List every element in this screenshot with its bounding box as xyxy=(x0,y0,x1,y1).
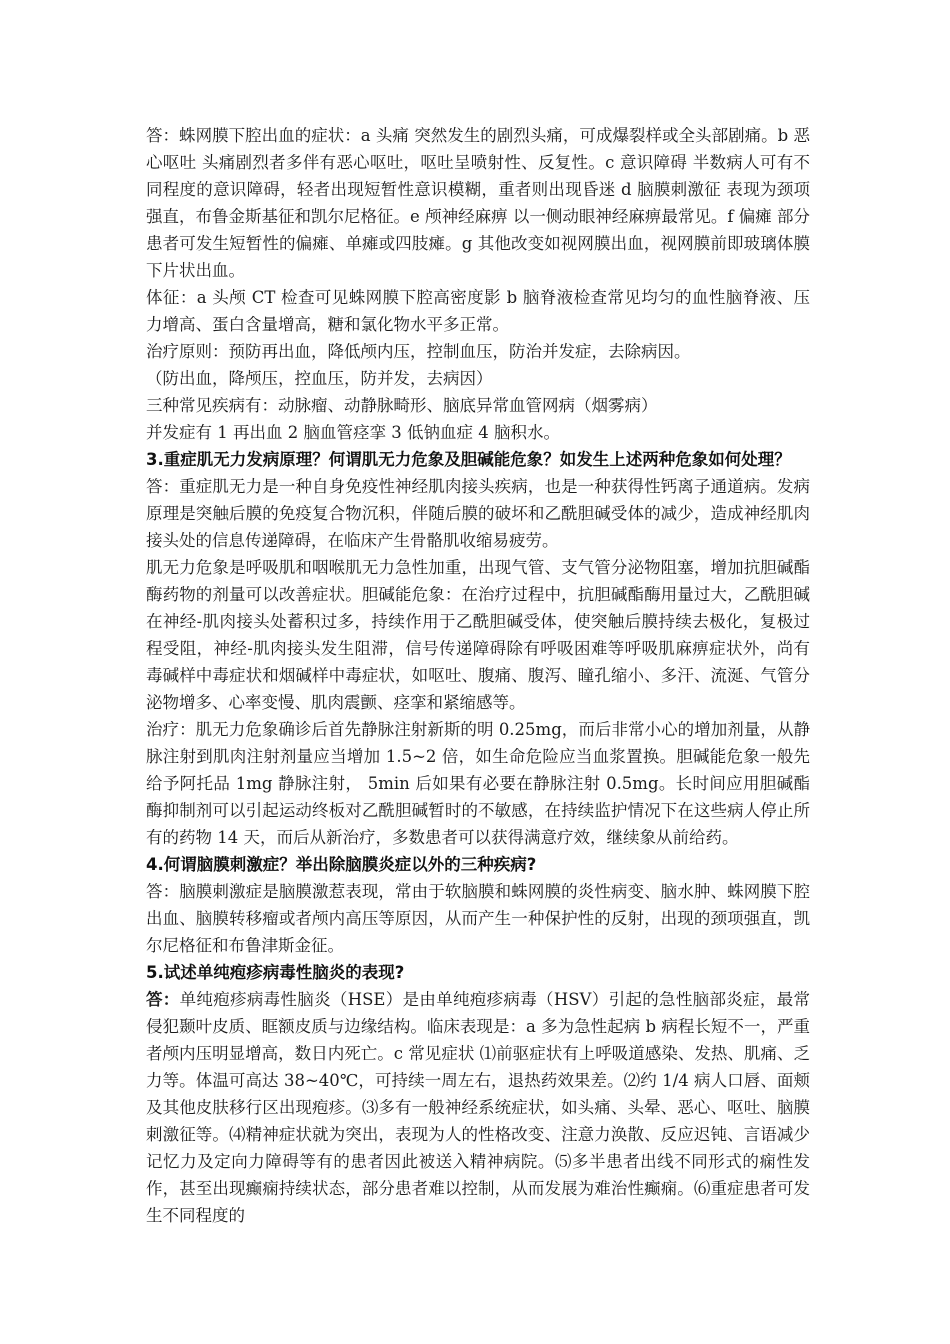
sah-common-diseases: 三种常见疾病有：动脉瘤、动静脉畸形、脑底异常血管网病（烟雾病） xyxy=(146,396,658,415)
meningeal-answer-paragraph: 答：脑膜刺激症是脑膜激惹表现，常由于软脑膜和蛛网膜的炎性病变、脑水肿、蛛网膜下腔出血、脑膜转移瘤或者颅内高压等原因，从而产生一种保护性的反射，出现的颈项强直，凯尔尼格征和布鲁津斯金征。 xyxy=(146,882,810,955)
hse-answer-text: 单纯疱疹病毒性脑炎（HSE）是由单纯疱疹病毒（HSV）引起的急性脑部炎症，最常侵犯颞叶皮质、眶额皮质与边缘结构。临床表现是：a 多为急性起病 b 病程长短不一，严重者颅内压明显增高，数日内死亡。c 常见症状 ⑴前驱症状有上呼吸道感染、发热、肌痛、乏力等。体温可高达 38~40℃，可持续一周左右，退热药效果差。⑵约 1/4 病人口唇、面颊及其他皮肤移行区出现疱疹。⑶多有一般神经系统症状，如头痛、头晕、恶心、呕吐、脑膜刺激征等。⑷精神症状就为突出，表现为人的性格改变、注意力涣散、反应迟钝、言语减少记忆力及定向力障碍等有的患者因此被送入精神病院。⑸多半患者出线不同形式的痫性发作，甚至出现癫痫持续状态，部分患者难以控制，从而发展为难治性癫痫。⑹重症患者可发生不同程度的 xyxy=(146,990,810,1225)
sah-signs-paragraph: 体征：a 头颅 CT 检查可见蛛网膜下腔高密度影 b 脑脊液检查常见均匀的血性脑脊液、压力增高、蛋白含量增高，糖和氯化物水平多正常。 xyxy=(146,288,810,334)
document-page xyxy=(146,122,810,1229)
meningeal-question-heading: 4.何谓脑膜刺激症？举出除脑膜炎症以外的三种疾病? xyxy=(146,855,537,874)
mg-treatment-paragraph: 治疗：肌无力危象确诊后首先静脉注射新斯的明 0.25mg，而后非常小心的增加剂量，从静脉注射到肌肉注射剂量应当增加 1.5~2 倍，如生命危险应当血浆置换。胆碱能危象一般先给予阿托品 1mg 静脉注射， 5min 后如果有必要在静脉注射 0.5mg。长时间应用胆碱酯酶抑制剂可以引起运动终板对乙酰胆碱暂时的不敏感，在持续监护情况下在这些病人停止所有的药物 14 天，而后从新治疗，多数患者可以获得满意疗效，继续象从前给药。 xyxy=(146,720,810,847)
sah-treatment-paragraph: 治疗原则：预防再出血，降低颅内压，控制血压，防治并发症，去除病因。 xyxy=(146,342,691,361)
mg-question-heading: 3.重症肌无力发病原理？何谓肌无力危象及胆碱能危象？如发生上述两种危象如何处理？ xyxy=(146,450,791,469)
mg-crises-paragraph: 肌无力危象是呼吸肌和咽喉肌无力急性加重，出现气管、支气管分泌物阻塞，增加抗胆碱酯酶药物的剂量可以改善症状。胆碱能危象：在治疗过程中，抗胆碱酯酶用量过大，乙酰胆碱在神经-肌肉接头处蓄积过多，持续作用于乙酰胆碱受体，使突触后膜持续去极化，复极过程受阻，神经-肌肉接头发生阻滞，信号传递障碍除有呼吸困难等呼吸肌麻痹症状外，尚有毒碱样中毒症状和烟碱样中毒症状，如呕吐、腹痛、腹泻、瞳孔缩小、多汗、流涎、气管分泌物增多、心率变慢、肌肉震颤、痉挛和紧缩感等。 xyxy=(146,558,810,712)
sah-treatment-short: （防出血，降颅压，控血压，防并发，去病因） xyxy=(146,369,493,388)
hse-question-heading: 5.试述单纯疱疹病毒性脑炎的表现? xyxy=(146,963,405,982)
hse-answer-label: 答： xyxy=(146,990,180,1009)
hse-answer-paragraph xyxy=(146,986,810,1229)
mg-answer-paragraph: 答：重症肌无力是一种自身免疫性神经肌肉接头疾病，也是一种获得性钙离子通道病。发病原理是突触后膜的免疫复合物沉积，伴随后膜的破坏和乙酰胆碱受体的减少，造成神经肌肉接头处的信息传递障碍，在临床产生骨骼肌收缩易疲劳。 xyxy=(146,477,810,550)
sah-complications: 并发症有 1 再出血 2 脑血管痉挛 3 低钠血症 4 脑积水。 xyxy=(146,423,560,442)
sah-symptoms-paragraph: 答：蛛网膜下腔出血的症状：a 头痛 突然发生的剧烈头痛，可成爆裂样或全头部剧痛。b 恶心呕吐 头痛剧烈者多伴有恶心呕吐，呕吐呈喷射性、反复性。c 意识障碍 半数病人可有不同程度的意识障碍，轻者出现短暂性意识模糊，重者则出现昏迷 d 脑膜刺激征 表现为颈项强直，布鲁金斯基征和凯尔尼格征。e 颅神经麻痹 以一侧动眼神经麻痹最常见。f 偏瘫 部分患者可发生短暂性的偏瘫、单瘫或四肢瘫。g 其他改变如视网膜出血，视网膜前即玻璃体膜下片状出血。 xyxy=(146,126,810,280)
